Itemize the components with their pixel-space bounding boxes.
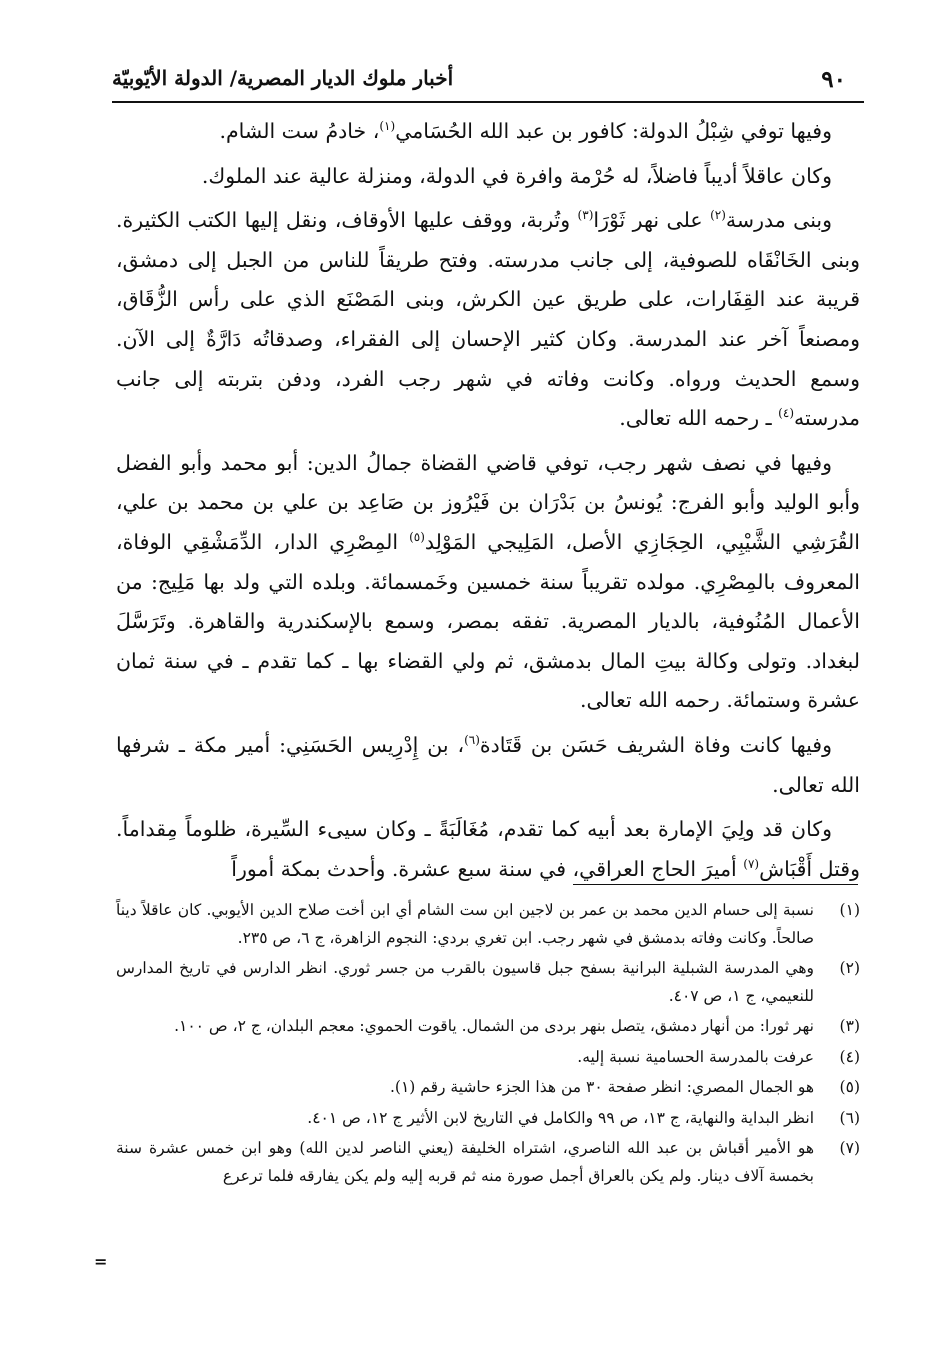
- paragraph-text: وفيها كانت وفاة الشريف حَسَن بن قَتَادة: [479, 732, 833, 757]
- footnote: [116, 1074, 860, 1102]
- footnote-number: (٧): [839, 1139, 860, 1157]
- paragraph-text: ـ رحمه الله تعالى.: [619, 406, 779, 431]
- footnote-number: (٣): [839, 1017, 860, 1035]
- footnote-ref[interactable]: (٧): [743, 856, 760, 871]
- footnote-ref[interactable]: (٢): [710, 208, 726, 223]
- body-paragraph: [116, 444, 860, 721]
- footnote: [116, 1013, 860, 1041]
- paragraph-text: ، بن إِدْرِيس الحَسَنِي: أمير مكة ـ شرفها الله تعالى.: [116, 732, 860, 797]
- footnote-number: (٤): [839, 1047, 860, 1066]
- footnotes: [116, 897, 860, 1193]
- footnote: [116, 897, 860, 952]
- continuation-mark: =: [94, 1252, 108, 1271]
- body-paragraph: [116, 726, 860, 805]
- paragraph-text: أميرَ الحاج العراقي، في سنة سبع عشرة. وأحدث بمكة أموراً: [231, 856, 744, 881]
- footnote-text: نسبة إلى حسام الدين محمد بن عمر بن لاجين ابن ست الشام أي ابن أخت صلاح الدين الأيوبي. كان عاقلاً ديناً صالحاً. وكانت وفاته بدمشق في شهر رجب. ابن تغري بردي: النجوم الزاهرة، ج ٦، ص ٢٣٥.: [116, 901, 814, 947]
- footnote: [116, 955, 860, 1010]
- body-paragraph: [116, 157, 860, 197]
- paragraph-text: وبنى مدرسة: [725, 208, 833, 233]
- main-text: [116, 112, 860, 889]
- footnote-text: هو الأمير أقباش بن عبد الله الناصري، اشتراه الخليفة (يعني الناصر لدين الله) وهو ابن خمس عشرة سنة بخمسة آلاف دينار. ولم يكن بالعراق أجمل صورة منه ثم قربه إليه ولم يكن يفارقه فلما ترعرع: [116, 1139, 814, 1185]
- footnote: [116, 1105, 860, 1133]
- running-title: أخبار ملوك الديار المصرية/ الدولة الأيّوبيّة: [112, 66, 454, 90]
- paragraph-text: ، خادمُ ست الشام.: [219, 119, 380, 143]
- footnote-text: نهر ثورا: من أنهار دمشق، يتصل بنهر بردى من الشمال. ياقوت الحموي: معجم البلدان، ج ٢، ص ١٠٠.: [174, 1017, 814, 1035]
- paragraph-text: وكان قد ولِيَ الإمارة بعد أبيه كما تقدم، مُغَالَبَةً ـ وكان سيىء السِّيرة، ظلوماً مِقداماً. وقتل أَقْبَاش: [116, 817, 860, 881]
- footnote-text: هو الجمال المصري: انظر صفحة ٣٠ من هذا الجزء حاشية رقم (١).: [389, 1078, 814, 1096]
- footnote-ref[interactable]: (٤): [778, 406, 794, 421]
- paragraph-text: وتُربة، ووقف عليها الأوقاف، ونقل إليها الكتب الكثيرة. وبنى الخَانْقَاه للصوفية، إلى جانب مدرسته. وفتح طريقاً للناس من الجبل إلى دمشق، قريبة عند القِفَارات، على طريق عين الكرش، وبنى المَصْنَع الذي على رأس الزُّقَاق، ومصنعاً آخر عند المدرسة. وكان كثير الإحسان إلى الفقراء، وصدقاتُه دَارَّةٌ إلى الآن. وسمع الحديث ورواه. وكانت وفاته في شهر رجب الفرد، ودفن بتربته إلى جانب مدرسته: [116, 208, 860, 431]
- body-paragraph: [116, 112, 860, 152]
- header-divider: [112, 101, 864, 103]
- footnote-ref[interactable]: (١): [379, 119, 396, 134]
- paragraph-text: وفيها في نصف شهر رجب، توفي قاضي القضاة جمالُ الدين: أبو محمد وأبو الفضل وأبو الوليد وأبو الفرج: يُونسُ بن بَدْرَان بن فَيْرُوز بن صَاعِد بن علي بن محمد بن علي، القُرَشِي الشَّيْبِي، الحِجَازِي الأصل، المَلِيجي المَوْلِد: [116, 450, 860, 554]
- paragraph-text: وفيها توفي شِبْلُ الدولة: كافور بن عبد الله الحُسَامي: [395, 119, 832, 143]
- footnote-divider: [573, 884, 858, 885]
- footnote: [116, 1135, 860, 1190]
- footnote-text: انظر البداية والنهاية، ج ١٣، ص ٩٩ والكامل في التاريخ لابن الأثير ج ١٢، ص ٤٠١.: [307, 1108, 814, 1127]
- footnote-number: (٥): [839, 1078, 860, 1096]
- body-paragraph: [116, 201, 860, 439]
- footnote-number: (٦): [839, 1108, 860, 1127]
- footnote-ref[interactable]: (٦): [464, 733, 480, 748]
- footnote-text: وهي المدرسة الشبلية البرانية بسفح جبل قاسيون بالقرب من جسر ثوري. انظر الدارس في تاريخ المدارس للنعيمي، ج ١، ص ٤٠٧.: [116, 959, 814, 1005]
- body-paragraph: [116, 810, 860, 889]
- page-number: ٩٠: [821, 66, 846, 93]
- paragraph-text: وكان عاقلاً أديباً فاضلاً، له حُرْمة وافرة في الدولة، ومنزلة عالية عند الملوك.: [201, 163, 832, 188]
- paragraph-text: المِصْرِي الدار، الدِّمَشْقِي الوفاة، المعروف بالمِصْرِي. مولده تقريباً سنة خمسين وخَمسمائة. وبلده التي ولد بها مَلِيج: من الأعمال المُنُوفية، بالديار المصرية. تفقه بمصر، وسمع بالإسكندرية والقاهرة. وتَرَسَّلَ لبغداد. وتولى وكالة بيتِ المال بدمشق، ثم ولي القضاء بها ـ كما تقدم ـ في سنة ثمان عشرة وستمائة. رحمه الله تعالى.: [116, 529, 860, 713]
- footnote-text: عرفت بالمدرسة الحسامية نسبة إليه.: [577, 1047, 814, 1066]
- page-header: [112, 62, 852, 96]
- footnote-ref[interactable]: (٣): [577, 208, 594, 223]
- footnote: [116, 1044, 860, 1072]
- paragraph-text: على نهر ثَوْرَا: [593, 208, 711, 233]
- footnote-number: (٢): [839, 959, 860, 977]
- footnote-number: (١): [839, 901, 860, 919]
- footnote-ref[interactable]: (٥): [409, 530, 425, 545]
